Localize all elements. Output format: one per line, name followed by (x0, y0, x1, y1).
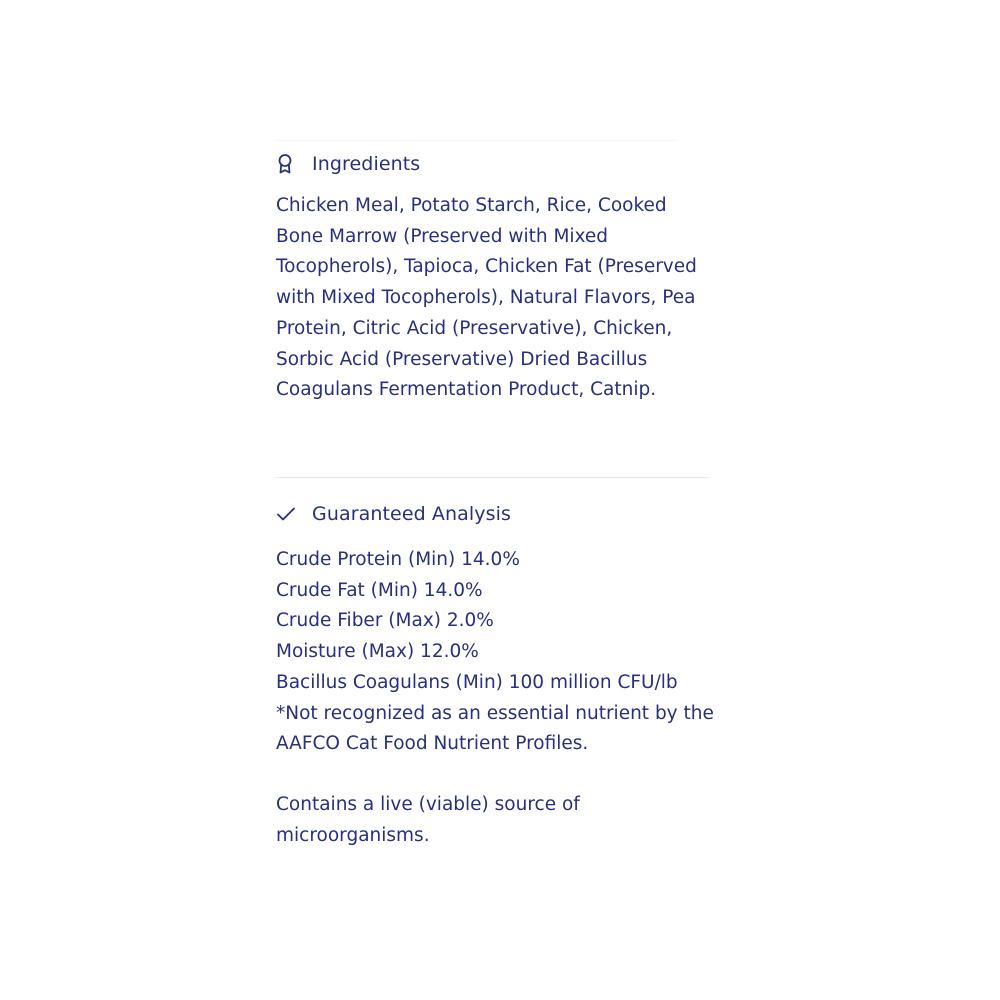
guaranteed-analysis-header (276, 501, 511, 527)
analysis-item-crude-fiber: Crude Fiber (Max) 2.0% (276, 610, 494, 632)
checkmark-icon (276, 503, 298, 525)
award-ribbon-icon (276, 153, 298, 175)
ingredients-header (276, 151, 420, 177)
analysis-item-moisture: Moisture (Max) 12.0% (276, 641, 479, 663)
aafco-footnote: *Not recognized as an essential nutrient by the AAFCO Cat Food Nutrient Profiles. (276, 702, 714, 755)
ingredients-title: Ingredients (312, 153, 421, 175)
analysis-item-crude-fat: Crude Fat (Min) 14.0% (276, 579, 483, 601)
guaranteed-analysis-list (276, 545, 736, 760)
top-divider (276, 140, 676, 141)
analysis-item-crude-protein: Crude Protein (Min) 14.0% (276, 549, 520, 570)
section-divider (276, 477, 709, 478)
guaranteed-analysis-title: Guaranteed Analysis (312, 503, 512, 525)
ingredients-text: Chicken Meal, Potato Starch, Rice, Cooked Bone Marrow (Preserved with Mixed Tocopherols), Tapioca, Chicken Fat (Preserved with Mixed Tocopherols), Natural Flavors, Pea Protein, Citric Acid (Preservative), Chicken, Sorbic Acid (Preservative) Dried Bacillus Coagulans Fermentation Product, Catnip. (276, 195, 697, 401)
live-microorganisms-note: Contains a live (viable) source of microorganisms. (276, 794, 580, 846)
analysis-item-bacillus-coagulans: Bacillus Coagulans (Min) 100 million CFU/lb (276, 671, 678, 693)
